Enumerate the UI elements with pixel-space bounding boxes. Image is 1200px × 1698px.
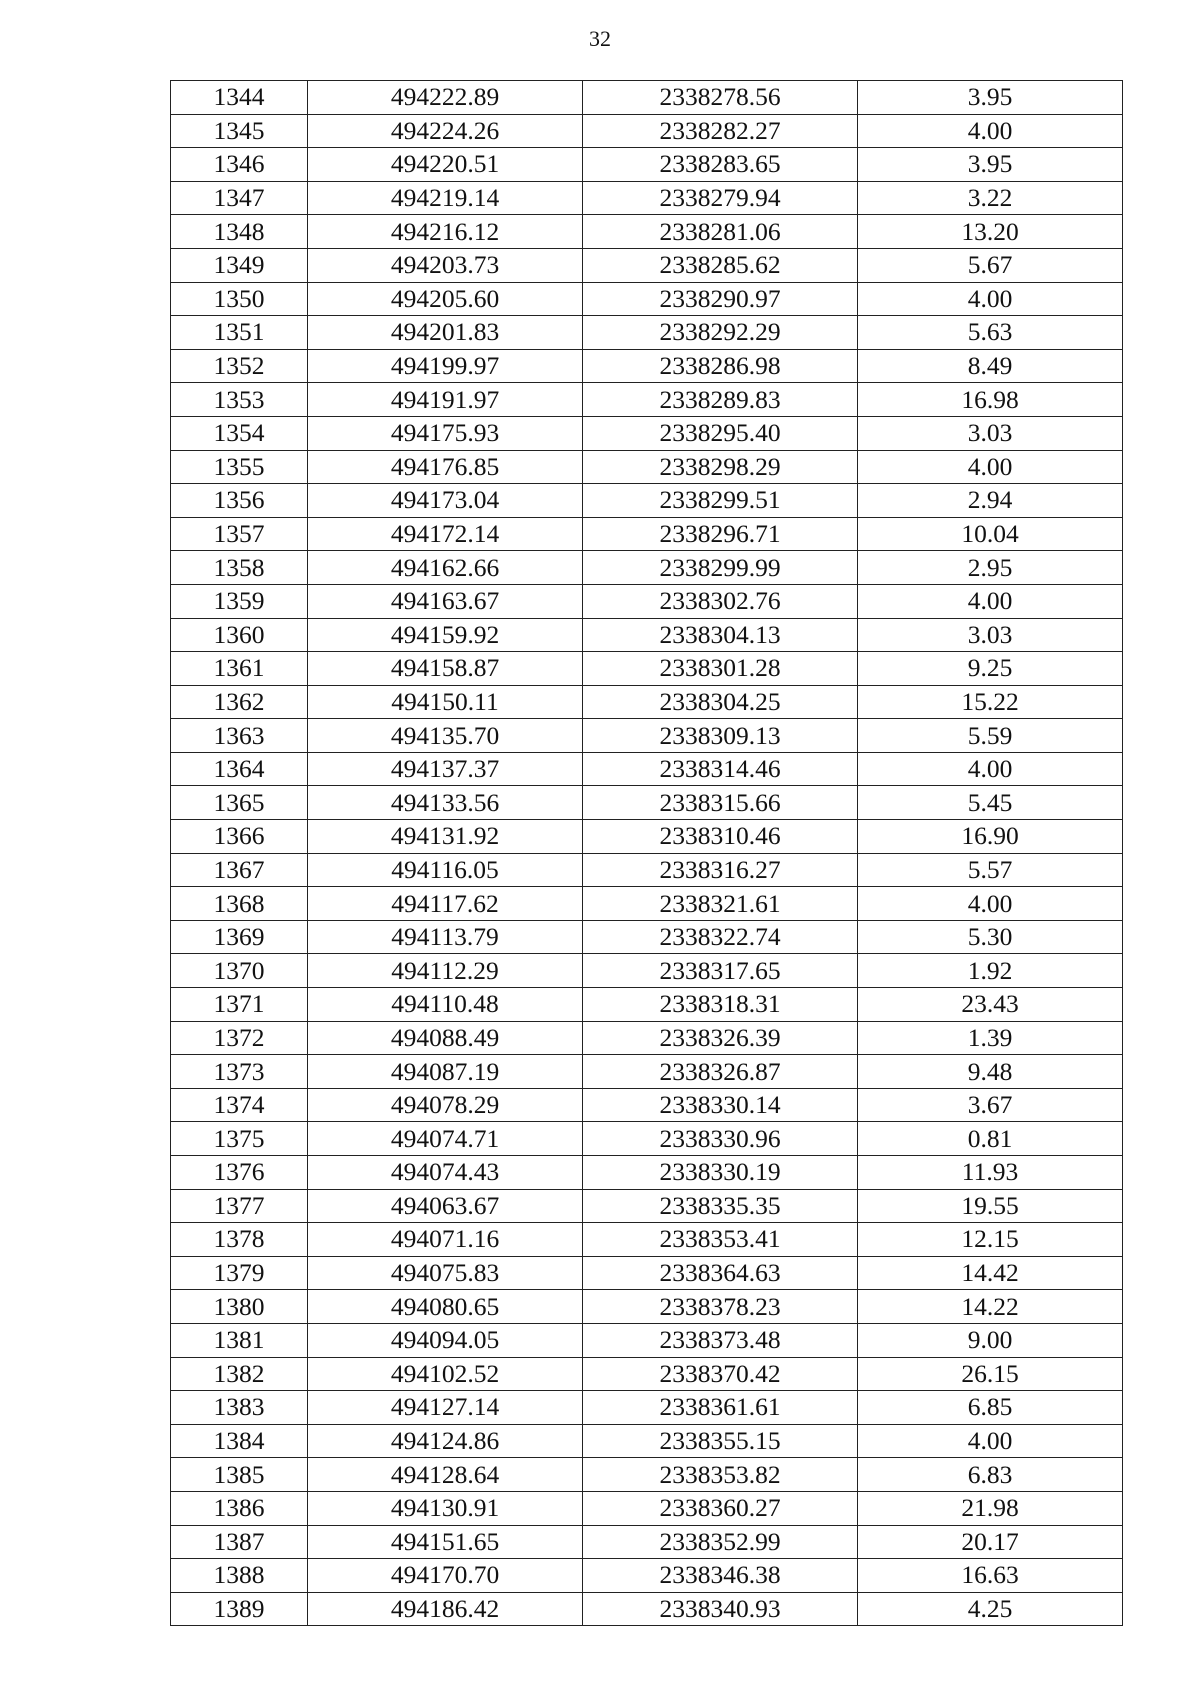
point-id-cell: 1383 (171, 1391, 308, 1425)
table-row (171, 484, 1123, 518)
distance-cell: 19.55 (858, 1189, 1123, 1223)
point-id-cell: 1375 (171, 1122, 308, 1156)
y-coordinate-cell: 2338301.28 (583, 652, 858, 686)
x-coordinate-cell: 494159.92 (308, 618, 583, 652)
x-coordinate-cell: 494170.70 (308, 1559, 583, 1593)
y-coordinate-cell: 2338317.65 (583, 954, 858, 988)
table-row (171, 383, 1123, 417)
point-id-cell: 1368 (171, 887, 308, 921)
y-coordinate-cell: 2338370.42 (583, 1357, 858, 1391)
y-coordinate-cell: 2338321.61 (583, 887, 858, 921)
table-row (171, 1323, 1123, 1357)
y-coordinate-cell: 2338330.96 (583, 1122, 858, 1156)
table-row (171, 1189, 1123, 1223)
x-coordinate-cell: 494131.92 (308, 820, 583, 854)
point-id-cell: 1352 (171, 349, 308, 383)
distance-cell: 26.15 (858, 1357, 1123, 1391)
point-id-cell: 1348 (171, 215, 308, 249)
point-id-cell: 1381 (171, 1323, 308, 1357)
y-coordinate-cell: 2338283.65 (583, 148, 858, 182)
x-coordinate-cell: 494116.05 (308, 853, 583, 887)
x-coordinate-cell: 494186.42 (308, 1592, 583, 1626)
table-row (171, 988, 1123, 1022)
distance-cell: 3.22 (858, 181, 1123, 215)
distance-cell: 14.22 (858, 1290, 1123, 1324)
point-id-cell: 1346 (171, 148, 308, 182)
y-coordinate-cell: 2338373.48 (583, 1323, 858, 1357)
table-row (171, 1391, 1123, 1425)
table-row (171, 349, 1123, 383)
x-coordinate-cell: 494128.64 (308, 1458, 583, 1492)
table-row (171, 282, 1123, 316)
point-id-cell: 1372 (171, 1021, 308, 1055)
y-coordinate-cell: 2338314.46 (583, 752, 858, 786)
x-coordinate-cell: 494071.16 (308, 1223, 583, 1257)
point-id-cell: 1363 (171, 719, 308, 753)
x-coordinate-cell: 494074.71 (308, 1122, 583, 1156)
point-id-cell: 1365 (171, 786, 308, 820)
table-row (171, 1122, 1123, 1156)
distance-cell: 14.42 (858, 1256, 1123, 1290)
point-id-cell: 1366 (171, 820, 308, 854)
distance-cell: 2.94 (858, 484, 1123, 518)
point-id-cell: 1386 (171, 1491, 308, 1525)
table-row (171, 1021, 1123, 1055)
distance-cell: 9.00 (858, 1323, 1123, 1357)
y-coordinate-cell: 2338278.56 (583, 81, 858, 115)
point-id-cell: 1378 (171, 1223, 308, 1257)
point-id-cell: 1380 (171, 1290, 308, 1324)
point-id-cell: 1387 (171, 1525, 308, 1559)
distance-cell: 4.00 (858, 887, 1123, 921)
x-coordinate-cell: 494094.05 (308, 1323, 583, 1357)
x-coordinate-cell: 494074.43 (308, 1156, 583, 1190)
x-coordinate-cell: 494173.04 (308, 484, 583, 518)
y-coordinate-cell: 2338286.98 (583, 349, 858, 383)
table-row (171, 1256, 1123, 1290)
point-id-cell: 1349 (171, 248, 308, 282)
point-id-cell: 1389 (171, 1592, 308, 1626)
x-coordinate-cell: 494172.14 (308, 517, 583, 551)
table-row (171, 1055, 1123, 1089)
distance-cell: 3.95 (858, 81, 1123, 115)
point-id-cell: 1355 (171, 450, 308, 484)
y-coordinate-cell: 2338299.99 (583, 551, 858, 585)
point-id-cell: 1345 (171, 114, 308, 148)
x-coordinate-cell: 494127.14 (308, 1391, 583, 1425)
y-coordinate-cell: 2338360.27 (583, 1491, 858, 1525)
table-row (171, 1592, 1123, 1626)
y-coordinate-cell: 2338355.15 (583, 1424, 858, 1458)
y-coordinate-cell: 2338304.25 (583, 685, 858, 719)
point-id-cell: 1359 (171, 584, 308, 618)
y-coordinate-cell: 2338353.41 (583, 1223, 858, 1257)
x-coordinate-cell: 494088.49 (308, 1021, 583, 1055)
y-coordinate-cell: 2338361.61 (583, 1391, 858, 1425)
y-coordinate-cell: 2338304.13 (583, 618, 858, 652)
y-coordinate-cell: 2338298.29 (583, 450, 858, 484)
x-coordinate-cell: 494205.60 (308, 282, 583, 316)
x-coordinate-cell: 494203.73 (308, 248, 583, 282)
x-coordinate-cell: 494080.65 (308, 1290, 583, 1324)
point-id-cell: 1371 (171, 988, 308, 1022)
point-id-cell: 1374 (171, 1088, 308, 1122)
point-id-cell: 1361 (171, 652, 308, 686)
y-coordinate-cell: 2338352.99 (583, 1525, 858, 1559)
table-row (171, 1088, 1123, 1122)
table-row (171, 316, 1123, 350)
table-row (171, 1156, 1123, 1190)
x-coordinate-cell: 494175.93 (308, 416, 583, 450)
table-row (171, 1357, 1123, 1391)
distance-cell: 4.00 (858, 450, 1123, 484)
table-row (171, 820, 1123, 854)
distance-cell: 23.43 (858, 988, 1123, 1022)
distance-cell: 4.00 (858, 752, 1123, 786)
distance-cell: 0.81 (858, 1122, 1123, 1156)
x-coordinate-cell: 494130.91 (308, 1491, 583, 1525)
distance-cell: 21.98 (858, 1491, 1123, 1525)
x-coordinate-cell: 494151.65 (308, 1525, 583, 1559)
y-coordinate-cell: 2338340.93 (583, 1592, 858, 1626)
table-row (171, 248, 1123, 282)
table-row (171, 450, 1123, 484)
table-row (171, 954, 1123, 988)
point-id-cell: 1384 (171, 1424, 308, 1458)
y-coordinate-cell: 2338318.31 (583, 988, 858, 1022)
distance-cell: 3.03 (858, 416, 1123, 450)
y-coordinate-cell: 2338364.63 (583, 1256, 858, 1290)
y-coordinate-cell: 2338289.83 (583, 383, 858, 417)
table-row (171, 584, 1123, 618)
x-coordinate-cell: 494102.52 (308, 1357, 583, 1391)
x-coordinate-cell: 494176.85 (308, 450, 583, 484)
distance-cell: 16.90 (858, 820, 1123, 854)
page-number: 32 (589, 26, 611, 51)
point-id-cell: 1388 (171, 1559, 308, 1593)
distance-cell: 4.00 (858, 114, 1123, 148)
x-coordinate-cell: 494087.19 (308, 1055, 583, 1089)
x-coordinate-cell: 494124.86 (308, 1424, 583, 1458)
y-coordinate-cell: 2338316.27 (583, 853, 858, 887)
distance-cell: 8.49 (858, 349, 1123, 383)
x-coordinate-cell: 494162.66 (308, 551, 583, 585)
point-id-cell: 1382 (171, 1357, 308, 1391)
distance-cell: 3.67 (858, 1088, 1123, 1122)
y-coordinate-cell: 2338292.29 (583, 316, 858, 350)
y-coordinate-cell: 2338309.13 (583, 719, 858, 753)
distance-cell: 10.04 (858, 517, 1123, 551)
y-coordinate-cell: 2338353.82 (583, 1458, 858, 1492)
y-coordinate-cell: 2338322.74 (583, 920, 858, 954)
x-coordinate-cell: 494113.79 (308, 920, 583, 954)
y-coordinate-cell: 2338346.38 (583, 1559, 858, 1593)
distance-cell: 4.00 (858, 282, 1123, 316)
distance-cell: 4.00 (858, 584, 1123, 618)
x-coordinate-cell: 494117.62 (308, 887, 583, 921)
y-coordinate-cell: 2338378.23 (583, 1290, 858, 1324)
table-row (171, 719, 1123, 753)
y-coordinate-cell: 2338335.35 (583, 1189, 858, 1223)
distance-cell: 1.92 (858, 954, 1123, 988)
y-coordinate-cell: 2338282.27 (583, 114, 858, 148)
distance-cell: 6.83 (858, 1458, 1123, 1492)
y-coordinate-cell: 2338326.87 (583, 1055, 858, 1089)
y-coordinate-cell: 2338299.51 (583, 484, 858, 518)
distance-cell: 9.25 (858, 652, 1123, 686)
distance-cell: 2.95 (858, 551, 1123, 585)
point-id-cell: 1367 (171, 853, 308, 887)
y-coordinate-cell: 2338279.94 (583, 181, 858, 215)
point-id-cell: 1369 (171, 920, 308, 954)
distance-cell: 12.15 (858, 1223, 1123, 1257)
point-id-cell: 1347 (171, 181, 308, 215)
coordinates-table (170, 80, 1123, 1626)
table-row (171, 1491, 1123, 1525)
x-coordinate-cell: 494150.11 (308, 685, 583, 719)
table-row (171, 81, 1123, 115)
table-row (171, 517, 1123, 551)
point-id-cell: 1356 (171, 484, 308, 518)
distance-cell: 9.48 (858, 1055, 1123, 1089)
distance-cell: 16.63 (858, 1559, 1123, 1593)
point-id-cell: 1353 (171, 383, 308, 417)
table-row (171, 114, 1123, 148)
point-id-cell: 1379 (171, 1256, 308, 1290)
distance-cell: 6.85 (858, 1391, 1123, 1425)
table-row (171, 752, 1123, 786)
x-coordinate-cell: 494199.97 (308, 349, 583, 383)
point-id-cell: 1350 (171, 282, 308, 316)
point-id-cell: 1370 (171, 954, 308, 988)
table-row (171, 920, 1123, 954)
distance-cell: 1.39 (858, 1021, 1123, 1055)
x-coordinate-cell: 494216.12 (308, 215, 583, 249)
table-row (171, 786, 1123, 820)
point-id-cell: 1357 (171, 517, 308, 551)
point-id-cell: 1385 (171, 1458, 308, 1492)
y-coordinate-cell: 2338296.71 (583, 517, 858, 551)
distance-cell: 20.17 (858, 1525, 1123, 1559)
x-coordinate-cell: 494220.51 (308, 148, 583, 182)
x-coordinate-cell: 494133.56 (308, 786, 583, 820)
distance-cell: 5.63 (858, 316, 1123, 350)
table-body (171, 81, 1123, 1626)
distance-cell: 5.59 (858, 719, 1123, 753)
point-id-cell: 1364 (171, 752, 308, 786)
x-coordinate-cell: 494137.37 (308, 752, 583, 786)
table-row (171, 1290, 1123, 1324)
x-coordinate-cell: 494135.70 (308, 719, 583, 753)
table-row (171, 1458, 1123, 1492)
table-row (171, 181, 1123, 215)
x-coordinate-cell: 494222.89 (308, 81, 583, 115)
distance-cell: 5.57 (858, 853, 1123, 887)
point-id-cell: 1351 (171, 316, 308, 350)
table-row (171, 416, 1123, 450)
table-row (171, 618, 1123, 652)
point-id-cell: 1376 (171, 1156, 308, 1190)
distance-cell: 16.98 (858, 383, 1123, 417)
distance-cell: 13.20 (858, 215, 1123, 249)
point-id-cell: 1344 (171, 81, 308, 115)
y-coordinate-cell: 2338326.39 (583, 1021, 858, 1055)
table-row (171, 1223, 1123, 1257)
point-id-cell: 1373 (171, 1055, 308, 1089)
x-coordinate-cell: 494201.83 (308, 316, 583, 350)
x-coordinate-cell: 494112.29 (308, 954, 583, 988)
y-coordinate-cell: 2338330.14 (583, 1088, 858, 1122)
distance-cell: 3.03 (858, 618, 1123, 652)
table-row (171, 551, 1123, 585)
x-coordinate-cell: 494224.26 (308, 114, 583, 148)
table-row (171, 685, 1123, 719)
x-coordinate-cell: 494163.67 (308, 584, 583, 618)
x-coordinate-cell: 494110.48 (308, 988, 583, 1022)
point-id-cell: 1354 (171, 416, 308, 450)
y-coordinate-cell: 2338281.06 (583, 215, 858, 249)
y-coordinate-cell: 2338330.19 (583, 1156, 858, 1190)
point-id-cell: 1358 (171, 551, 308, 585)
x-coordinate-cell: 494158.87 (308, 652, 583, 686)
table-row (171, 652, 1123, 686)
point-id-cell: 1377 (171, 1189, 308, 1223)
x-coordinate-cell: 494078.29 (308, 1088, 583, 1122)
y-coordinate-cell: 2338290.97 (583, 282, 858, 316)
x-coordinate-cell: 494191.97 (308, 383, 583, 417)
x-coordinate-cell: 494075.83 (308, 1256, 583, 1290)
table-row (171, 887, 1123, 921)
y-coordinate-cell: 2338315.66 (583, 786, 858, 820)
distance-cell: 5.30 (858, 920, 1123, 954)
distance-cell: 5.67 (858, 248, 1123, 282)
distance-cell: 5.45 (858, 786, 1123, 820)
table-row (171, 215, 1123, 249)
table-row (171, 148, 1123, 182)
distance-cell: 3.95 (858, 148, 1123, 182)
distance-cell: 4.25 (858, 1592, 1123, 1626)
x-coordinate-cell: 494063.67 (308, 1189, 583, 1223)
y-coordinate-cell: 2338295.40 (583, 416, 858, 450)
table-row (171, 1525, 1123, 1559)
point-id-cell: 1362 (171, 685, 308, 719)
y-coordinate-cell: 2338285.62 (583, 248, 858, 282)
distance-cell: 11.93 (858, 1156, 1123, 1190)
point-id-cell: 1360 (171, 618, 308, 652)
y-coordinate-cell: 2338310.46 (583, 820, 858, 854)
x-coordinate-cell: 494219.14 (308, 181, 583, 215)
table-row (171, 1559, 1123, 1593)
distance-cell: 15.22 (858, 685, 1123, 719)
distance-cell: 4.00 (858, 1424, 1123, 1458)
table-row (171, 1424, 1123, 1458)
y-coordinate-cell: 2338302.76 (583, 584, 858, 618)
table-row (171, 853, 1123, 887)
